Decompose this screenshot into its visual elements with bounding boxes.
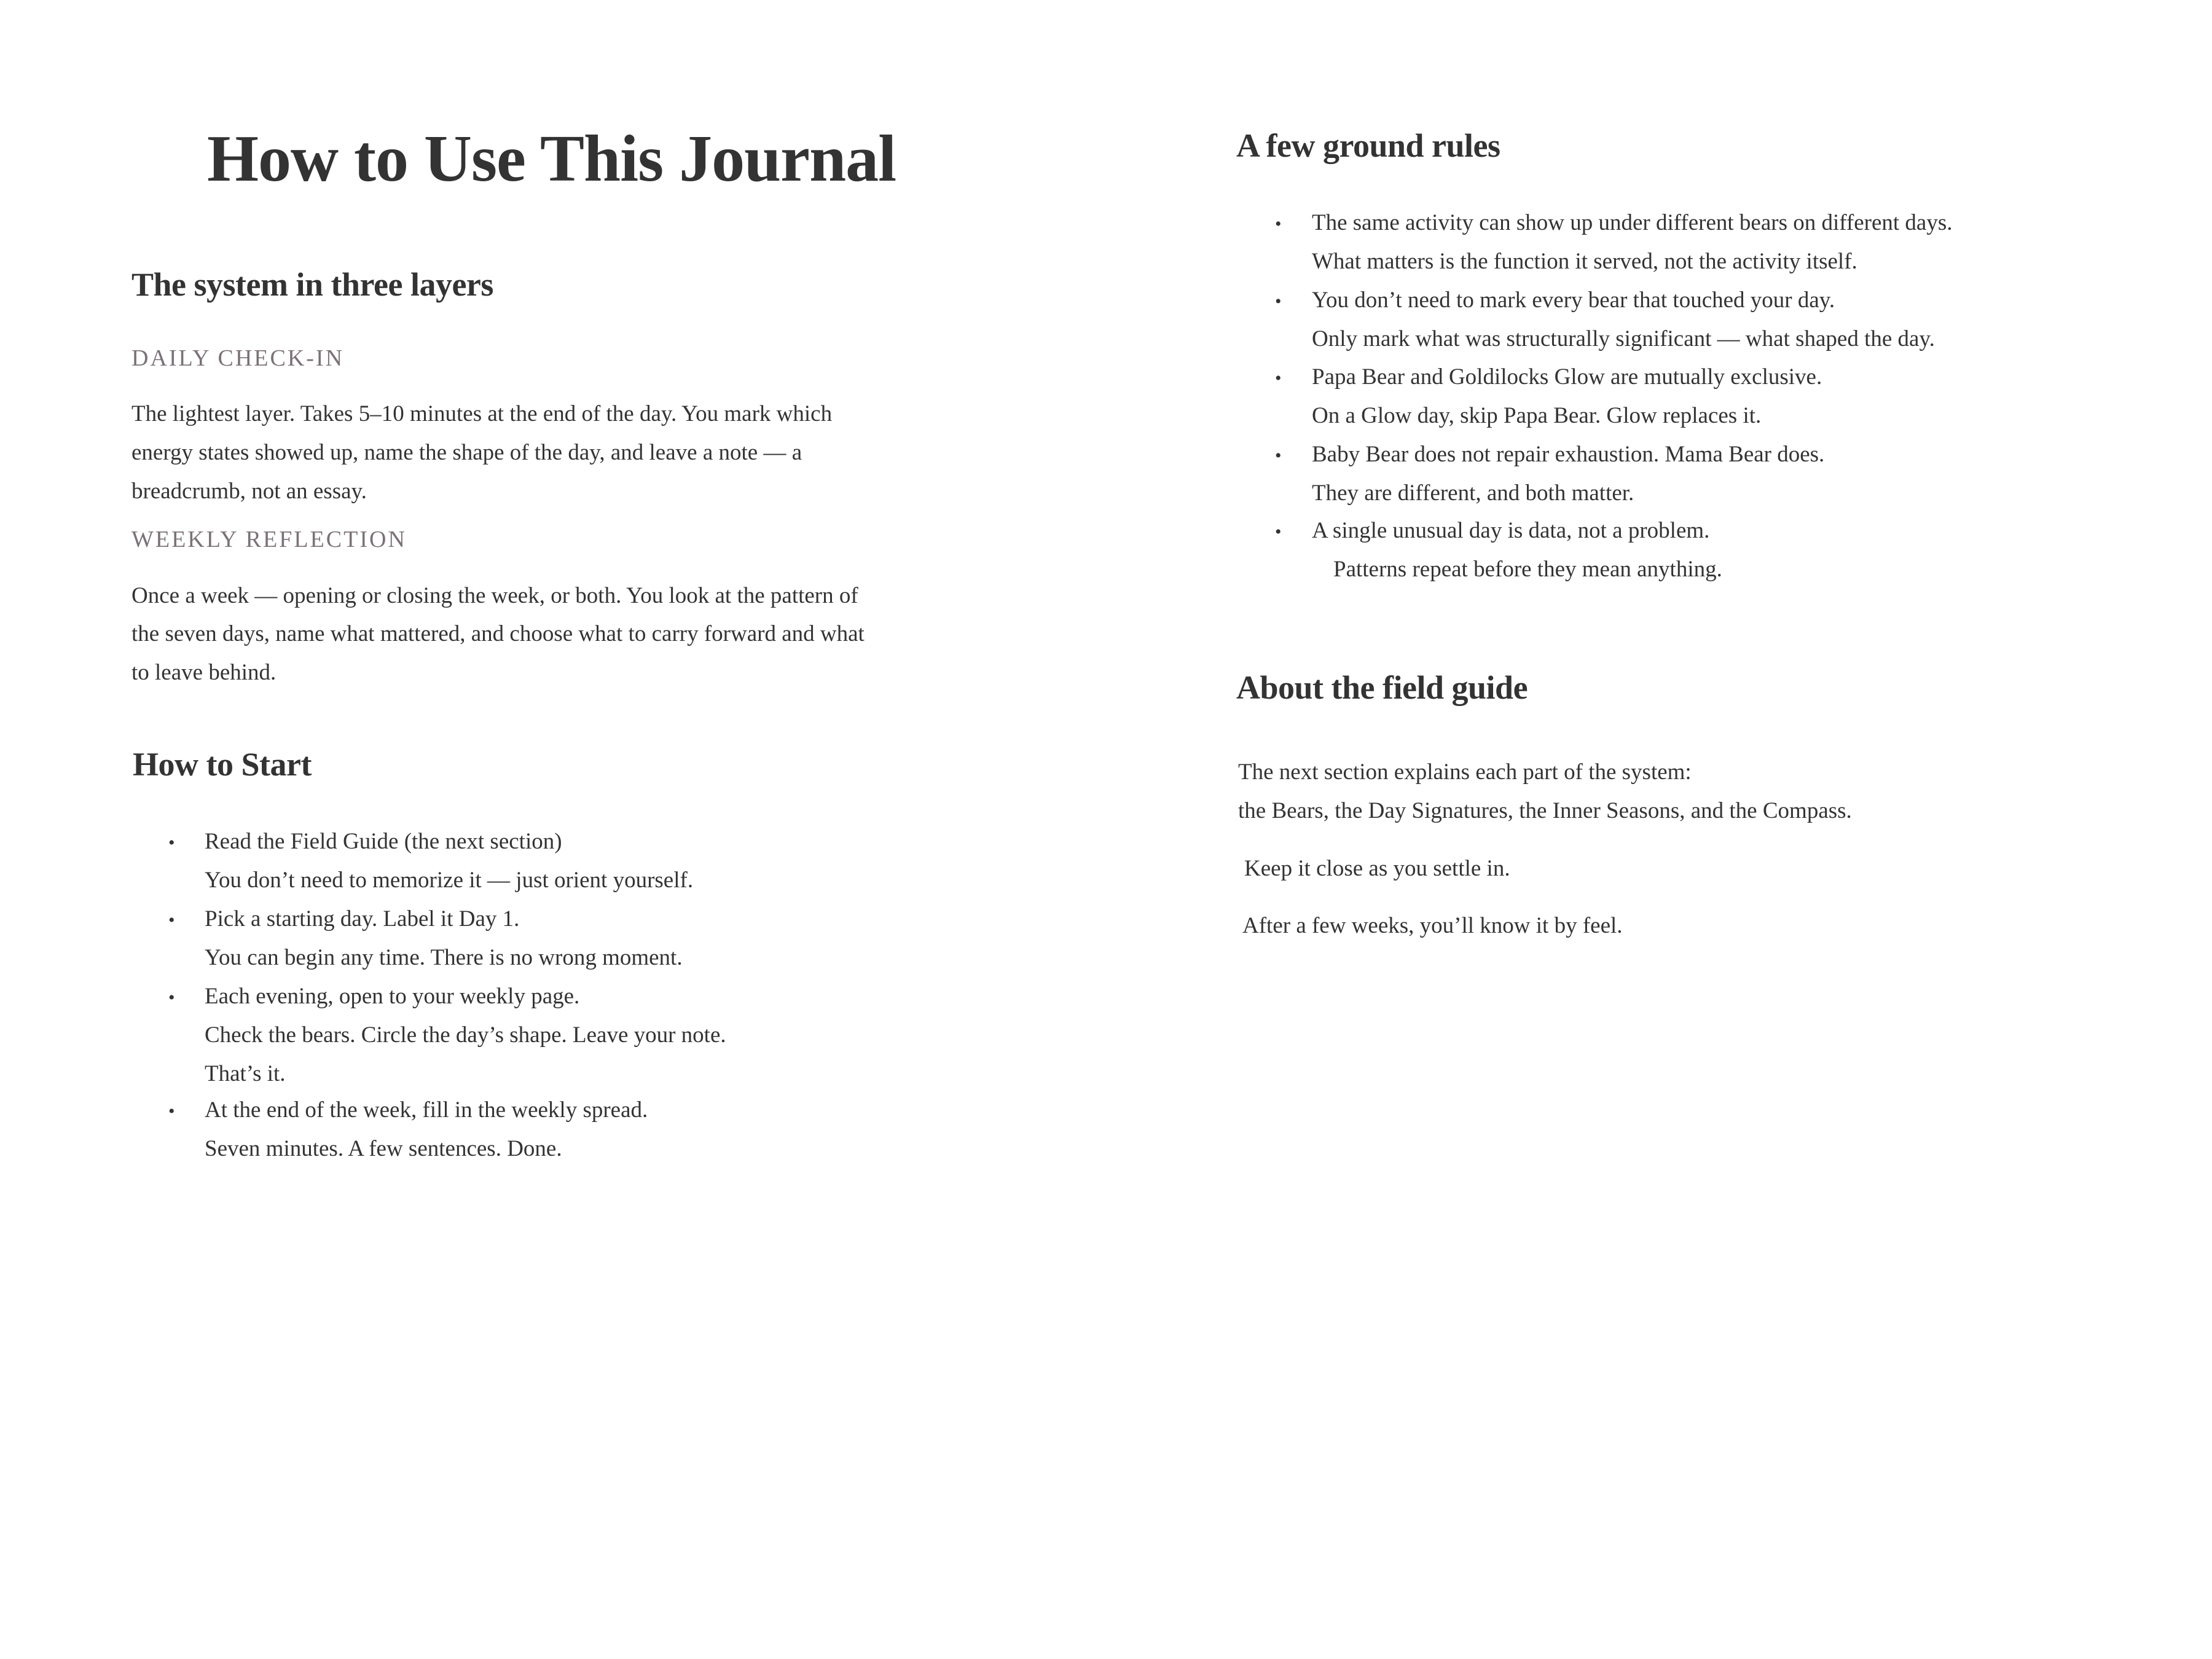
- daily-checkin-label: DAILY CHECK-IN: [131, 345, 345, 371]
- list-item-line: The same activity can show up under different bears on different days.: [1312, 210, 1953, 235]
- paragraph-line: Once a week — opening or closing the week, or both. You look at the pattern of: [131, 583, 858, 608]
- list-item-line: On a Glow day, skip Papa Bear. Glow replaces it.: [1312, 403, 1762, 428]
- list-item-line: Papa Bear and Goldilocks Glow are mutually exclusive.: [1312, 364, 1822, 390]
- list-item-line: What matters is the function it served, not the activity itself.: [1312, 249, 1857, 274]
- list-item-line: A single unusual day is data, not a problem.: [1312, 518, 1710, 543]
- bullet-icon: •: [1275, 291, 1282, 312]
- paragraph-line: the seven days, name what mattered, and choose what to carry forward and what: [131, 621, 865, 646]
- bullet-icon: •: [168, 1101, 175, 1121]
- list-item-line: You don’t need to memorize it — just orient yourself.: [205, 868, 694, 893]
- bullet-icon: •: [1275, 368, 1282, 388]
- list-item-line: They are different, and both matter.: [1312, 480, 1634, 506]
- how-to-start-heading: How to Start: [133, 746, 312, 783]
- list-item-line: Baby Bear does not repair exhaustion. Mama Bear does.: [1312, 442, 1825, 467]
- list-item-line: Each evening, open to your weekly page.: [205, 984, 580, 1009]
- bullet-icon: •: [168, 987, 175, 1008]
- field-guide-heading: About the field guide: [1236, 669, 1528, 706]
- bullet-icon: •: [1275, 445, 1282, 466]
- list-item-line: Seven minutes. A few sentences. Done.: [205, 1136, 562, 1161]
- field-guide-closing-1: Keep it close as you settle in.: [1244, 856, 1510, 881]
- ground-rules-heading: A few ground rules: [1236, 127, 1500, 164]
- paragraph-line: the Bears, the Day Signatures, the Inner Seasons, and the Compass.: [1238, 798, 1852, 823]
- list-item-line: You don’t need to mark every bear that touched your day.: [1312, 288, 1835, 313]
- list-item-line: Only mark what was structurally significant — what shaped the day.: [1312, 326, 1935, 351]
- page-title: How to Use This Journal: [207, 122, 896, 195]
- paragraph-line: The lightest layer. Takes 5–10 minutes at the end of the day. You mark which: [131, 401, 833, 426]
- bullet-icon: •: [168, 910, 175, 930]
- field-guide-closing-2: After a few weeks, you’ll know it by feel.: [1242, 913, 1623, 938]
- list-item-line: Patterns repeat before they mean anything.: [1333, 557, 1722, 582]
- bullet-icon: •: [1275, 214, 1282, 234]
- paragraph-line: breadcrumb, not an essay.: [131, 479, 367, 504]
- list-item-line: Check the bears. Circle the day’s shape. Leave your note.: [205, 1022, 726, 1048]
- list-item-line: Pick a starting day. Label it Day 1.: [205, 906, 520, 931]
- list-item-line: You can begin any time. There is no wrong moment.: [205, 945, 683, 970]
- bullet-icon: •: [1275, 522, 1282, 542]
- paragraph-line: energy states showed up, name the shape of the day, and leave a note — a: [131, 440, 802, 465]
- list-item-line: At the end of the week, fill in the weekly spread.: [205, 1097, 648, 1123]
- list-item-line: Read the Field Guide (the next section): [205, 829, 562, 854]
- weekly-reflection-label: WEEKLY REFLECTION: [131, 527, 407, 552]
- bullet-icon: •: [168, 833, 175, 853]
- system-section-heading: The system in three layers: [131, 266, 493, 303]
- paragraph-line: to leave behind.: [131, 660, 276, 685]
- list-item-line: That’s it.: [205, 1061, 286, 1086]
- paragraph-line: The next section explains each part of the system:: [1238, 759, 1692, 785]
